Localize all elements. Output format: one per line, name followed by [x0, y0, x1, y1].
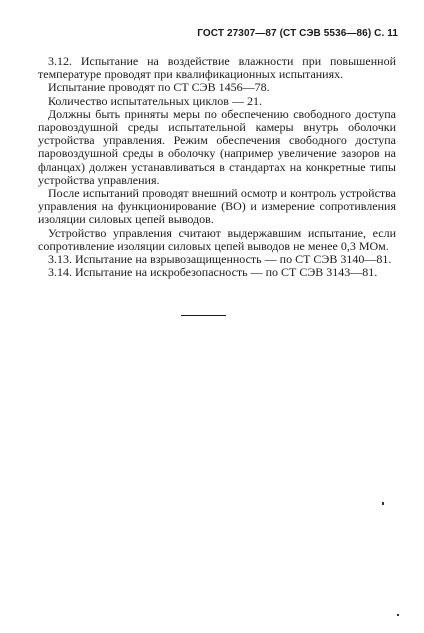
paragraph-inspection: После испытаний проводят внешний осмотр и контроль устройства управления на функционирование (ВО) и измерение сопротивления изоляции силовых цепей выводов. [38, 186, 396, 227]
scan-speck [397, 614, 399, 616]
paragraph-3-12: 3.12. Испытание на воздействие влажности при повышенной температуре проводят при квалификационных испытаниях. [38, 54, 396, 82]
paragraph-air-access: Должны быть приняты меры по обеспечению свободного доступа паровоздушной среды испытательной камеры внутрь оболочки устройства управления. Режим обеспечения свободного доступа паровоздушной среды в оболочку (например увеличение зазоров на фланцах) должен устанавливаться в стандартах на конкретные типы устройства управления. [38, 106, 396, 187]
page-header: ГОСТ 27307—87 (СТ СЭВ 5536—86) С. 11 [197, 28, 398, 39]
paragraph-3-13: 3.13. Испытание на взрывозащищенность — по СТ СЭВ 3140—81. [48, 252, 392, 267]
scan-speck [382, 502, 384, 505]
paragraph-3-14: 3.14. Испытание на искробезопасность — по СТ СЭВ 3143—81. [48, 265, 378, 280]
document-body [38, 55, 396, 279]
paragraph-pass-criteria: Устройство управления считают выдержавшим испытание, если сопротивление изоляции силовых цепей выводов не менее 0,3 МОм. [38, 225, 396, 253]
section-end-divider [181, 315, 226, 316]
paragraph-cycle-count: Количество испытательных циклов — 21. [48, 93, 262, 108]
paragraph-test-standard: Испытание проводят по СТ СЭВ 1456—78. [48, 80, 270, 95]
